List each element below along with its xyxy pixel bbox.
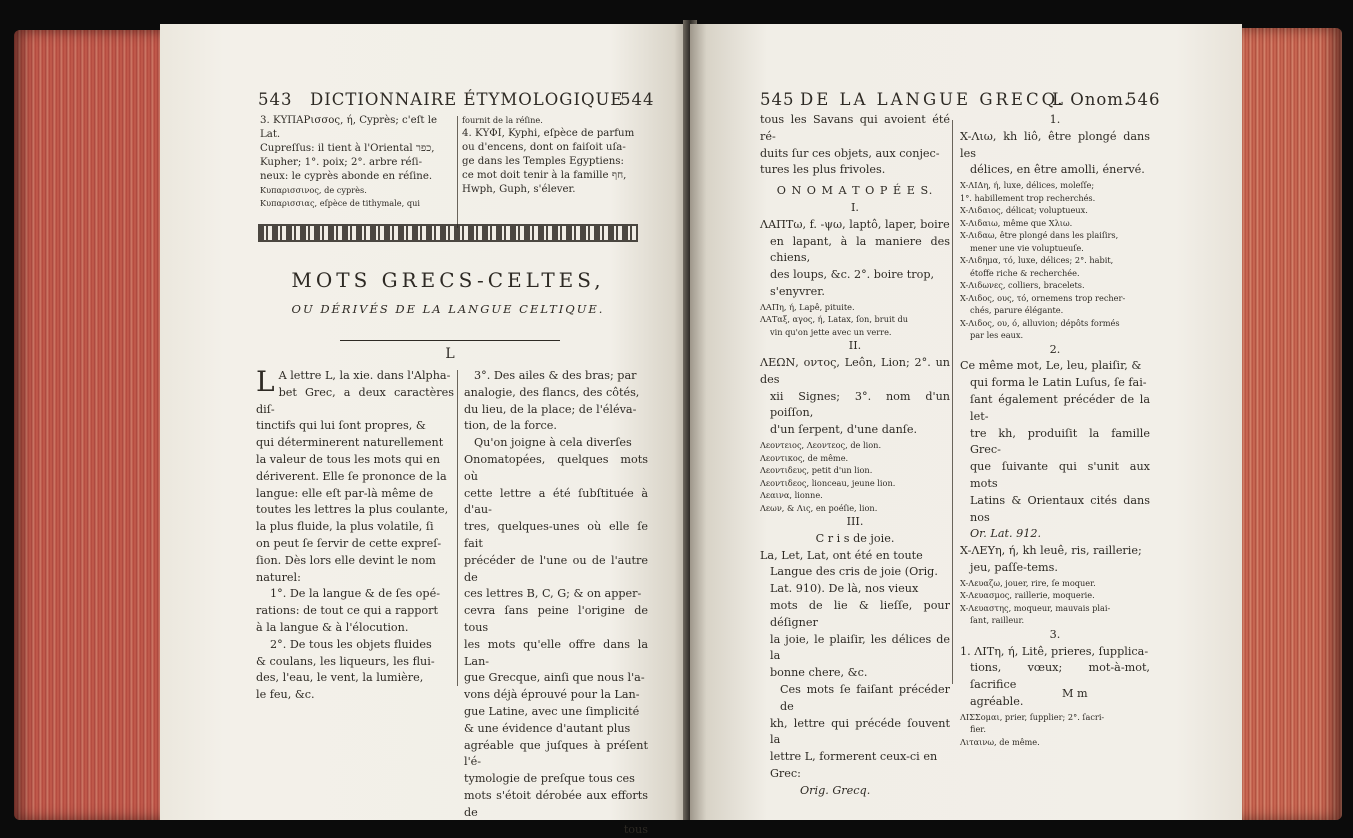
text-line: tous les Savans qui avoient été ré- [760, 113, 950, 143]
text-line: X-Λευασμος, raillerie, moquerie. [960, 590, 1095, 601]
text-line: mots de lie & lieſſe, pour déſigner [770, 599, 950, 629]
text-line: le feu, &c. [256, 688, 315, 702]
column-rule [952, 120, 953, 684]
text-line: X-Λιδημα, τό, luxe, délices; 2°. habit, [960, 255, 1114, 266]
text-line: la plus fluide, la plus volatile, ſi [256, 520, 434, 534]
text-line: Λεων, & Λις, en poéſie, lion. [760, 502, 878, 513]
text-line: X-Λευαστης, moqueur, mauvais plai- [960, 602, 1111, 613]
text-line: X-Λιδος, ους, τό, ornemens trop recher- [960, 292, 1126, 303]
text-line: naturel: [256, 570, 301, 584]
text-line: que ſuivante qui s'unit aux mots [970, 460, 1150, 491]
text-line: tion, de la force. [464, 419, 557, 433]
text-line: Λεαινα, lionne. [760, 490, 823, 501]
text-line: ΛΙΣΣομαι, prier, ſupplier; 2°. ſacri- [960, 711, 1105, 722]
section-title: MOTS GRECS-CELTES, [291, 268, 605, 292]
text-line: fournit de la réſine. [462, 115, 543, 125]
body-column-2 [464, 368, 648, 838]
text-line: des, l'eau, le vent, la lumière, [256, 671, 424, 685]
text-line: analogie, des flancs, des côtés, [464, 385, 640, 399]
text-line: X-Λιδωνες, colliers, bracelets. [960, 280, 1085, 291]
text-line: Λεοντειος, Λεοντεος, de lion. [760, 440, 882, 451]
running-head: DICTIONNAIRE ÉTYMOLOGIQUE [310, 90, 624, 109]
text-line: en lapant, à la maniere des chiens, [770, 234, 950, 265]
text-line: X-ΛΙΔη, ή, luxe, délices, moleſſe; [960, 180, 1095, 191]
text-line: Or. Lat. 912. [970, 527, 1042, 541]
text-line: ΛΕΩΝ, οντος, Leôn, Lion; 2°. un des [760, 356, 950, 386]
section-number: 1. [1049, 113, 1061, 126]
text-line: ge dans les Temples Egyptiens: [462, 155, 624, 167]
text-line: gue Grecque, ainſi que nous l'a- [464, 671, 645, 685]
running-head: DE LA LANGUE GRECQ. [800, 90, 1066, 109]
book-edge-left [14, 30, 166, 820]
text-line: s'enyvrer. [770, 284, 825, 298]
text-line: qui déterminerent naturellement [256, 436, 444, 450]
text-line: 1°. De la langue & de ſes opé- [270, 587, 440, 601]
text-line: vons déjà éprouvé pour la Lan- [464, 688, 640, 702]
section-subtitle: OU DÉRIVÉS DE LA LANGUE CELTIQUE. [291, 302, 605, 316]
body-column-1 [760, 112, 950, 800]
text-line: rations: de tout ce qui a rapport [256, 604, 439, 618]
text-line: xii Signes; 3°. nom d'un poiſſon, [770, 389, 950, 420]
body-column-2 [960, 112, 1150, 748]
ornamental-band [258, 224, 638, 242]
text-line: Kupher; 1°. poix; 2°. arbre réſi- [260, 157, 423, 168]
text-line: cette lettre a été ſubſtituée à d'au- [464, 486, 648, 517]
text-line: délices, en être amolli, énervé. [970, 163, 1145, 177]
text-line: & coulans, les liqueurs, les flui- [256, 654, 435, 668]
text-line: Λιταινω, de même. [960, 736, 1040, 747]
text-line: kh, lettre qui précéde ſouvent la [770, 716, 950, 747]
text-line: Latins & Orientaux cités dans nos [970, 493, 1150, 524]
text-line: cevra ſans peine l'origine de tous [464, 604, 648, 634]
text-line: la valeur de tous les mots qui en [256, 452, 441, 466]
text-line: les mots qu'elle offre dans la Lan- [464, 637, 648, 668]
text-line: Lat. 910). De là, nos vieux [770, 582, 919, 596]
top-column-a [260, 114, 450, 209]
text-line: & une évidence d'autant plus [464, 721, 631, 735]
text-line: langue: elle eſt par-là même de [256, 486, 434, 500]
text-line: duits ſur ces objets, aux conjec- [760, 146, 940, 160]
text-line: Cupreſſus: il tient à l'Oriental כפר, [260, 143, 435, 154]
text-line: gue Latine, avec une ſimplicité [464, 704, 640, 718]
text-line: 3°. Des ailes & des bras; par [474, 369, 637, 382]
text-line: La, Let, Lat, ont été en toute [760, 548, 923, 562]
running-head-tail: L Onom. [1052, 90, 1131, 109]
text-line: ΛΑΠη, ή, Lapê, pituite. [760, 301, 855, 312]
text-line: ΛΑΤαξ, αγος, ή, Latax, ſon, bruit du [760, 314, 908, 325]
text-line: mener une vie voluptueuſe. [970, 242, 1084, 253]
text-line: Grec: [770, 767, 801, 780]
page-number: 546 [1126, 90, 1161, 109]
text-line: précéder de l'une ou de l'autre de [464, 553, 648, 584]
text-line: X-Λιδος, ου, ό, alluvion; dépôts formés [960, 317, 1120, 328]
divider-rule [340, 340, 560, 341]
text-line: vin qu'on jette avec un verre. [770, 326, 892, 337]
text-line: Ces mots ſe faiſant précéder de [780, 683, 950, 713]
section-number: II. [848, 339, 862, 353]
page-number: 543 [258, 90, 293, 109]
text-line: tions, vœux; mot-à-mot, ſacrifice [970, 661, 1150, 692]
text-line: agréable. [970, 695, 1024, 709]
book-edge-right [1238, 28, 1342, 820]
text-line: par les eaux. [970, 330, 1024, 341]
text-line: agréable que juſques à préſent l'é- [464, 738, 648, 769]
subsection-heading: C r i s de joie. [815, 531, 895, 545]
text-line: ce mot doit tenir à la famille חף, [462, 169, 627, 181]
column-rule [457, 370, 458, 686]
text-line: 1°. habillement trop recherchés. [960, 192, 1096, 203]
section-number: I. [851, 200, 859, 214]
text-line: tures les plus frivoles. [760, 163, 886, 177]
subsection-heading: O N O M A T O P É E S. [776, 184, 934, 198]
text-line: Ce même mot, Le, leu, plaiſir, & [960, 359, 1142, 373]
section-number: III. [846, 515, 864, 529]
text-line: ces lettres B, C, G; & on apper- [464, 587, 642, 601]
text-line: neux: le cyprès abonde en réſine. [260, 171, 433, 182]
text-line: A lettre L, la xie. dans l'Alpha- [278, 369, 451, 382]
left-page [160, 24, 690, 836]
text-line: ſion. Dès lors elle devint le nom [256, 553, 436, 567]
section-number: 3. [1049, 627, 1061, 641]
text-line: Hwph, Guph, s'élever. [462, 183, 576, 195]
text-line: Onomatopées, quelques mots où [464, 452, 648, 483]
signature-mark: M m [1062, 687, 1088, 700]
text-line: d'un ſerpent, d'une danſe. [770, 423, 918, 437]
text-line: Λεοντιδεος, lionceau, jeune lion. [760, 477, 896, 488]
text-line: ΛΑΠΤω, f. -ψω, laptô, laper, boire [760, 217, 950, 231]
catchword: Orig. Grecq. [800, 783, 871, 797]
text-line: X-Λιδαιος, délicat; voluptueux. [960, 205, 1088, 216]
right-page [690, 24, 1242, 820]
text-line: 1. ΛΙΤη, ή, Litê, prieres, ſupplica- [960, 644, 1149, 658]
page-number: 544 [620, 90, 655, 109]
text-line: mots s'étoit dérobée aux efforts de [464, 788, 648, 819]
text-line: tymologie de preſque tous ces [464, 772, 635, 786]
text-line: la joie, le plaiſir, les délices de la [770, 632, 950, 663]
text-line: Λεοντικος, de même. [760, 452, 849, 463]
drop-cap: L [256, 365, 275, 398]
section-number: 2. [1049, 342, 1061, 356]
text-line: X-ΛΕΥη, ή, kh leuê, ris, raillerie; [960, 544, 1142, 558]
text-line: on peut ſe ſervir de cette expreſ- [256, 536, 442, 550]
top-column-b [462, 114, 648, 197]
text-line: 2°. De tous les objets fluides [270, 637, 432, 651]
text-line: dériverent. Elle ſe prononce de la [256, 469, 447, 483]
text-line: tinctifs qui lui ſont propres, & [256, 419, 426, 433]
text-line: X-Λευαζω, jouer, rire, ſe moquer. [960, 577, 1096, 588]
text-line: Κυπαρισσιας, eſpèce de tithymale, qui [260, 197, 420, 208]
text-line: chés, parure élégante. [970, 305, 1064, 316]
text-line: fier. [970, 724, 986, 735]
text-line: à la langue & à l'élocution. [256, 620, 409, 634]
text-line: tre kh, produiſit la famille Grec- [970, 426, 1150, 457]
column-rule [457, 116, 458, 228]
text-line: X-Λιδαω, être plongé dans les plaiſirs, [960, 230, 1119, 241]
text-line: Qu'on joigne à cela diverſes [474, 436, 632, 450]
text-line: 4. ΚΥΦΙ, Kyphi, eſpèce de parfum [462, 127, 635, 139]
text-line: toutes les lettres la plus coulante, [256, 503, 449, 517]
text-line: des loups, &c. 2°. boire trop, [770, 268, 935, 282]
text-line: bonne chere, &c. [770, 666, 868, 680]
text-line: étoffe riche & recherchée. [970, 267, 1080, 278]
text-line: Langue des cris de joie (Orig. [770, 565, 938, 579]
letter-heading: L [445, 346, 455, 362]
text-line: X-Λιω, kh liô, être plongé dans les [960, 129, 1150, 160]
text-line: qui forma le Latin Luſus, ſe fai- [970, 376, 1147, 390]
text-line: jeu, paſſe-tems. [970, 561, 1058, 575]
text-line: Λεοντιδευς, petit d'un lion. [760, 465, 873, 476]
text-line: lettre L, formerent ceux-ci en [770, 750, 938, 764]
body-column-1 [256, 365, 454, 704]
page-number: 545 [760, 90, 795, 109]
text-line: ſant, railleur. [970, 615, 1025, 626]
text-line: bet Grec, a deux caractères diſ- [256, 385, 454, 416]
text-line: 3. ΚΥΠΑΡισσος, ή, Cyprès; c'eſt le Lat. [260, 115, 437, 140]
text-line: Κυπαρισσινος, de cyprès. [260, 185, 367, 195]
text-line: du lieu, de la place; de l'éléva- [464, 402, 637, 416]
text-line: ou d'encens, dont on faiſoit uſa- [462, 141, 626, 153]
text-line: ſant également précéder de la let- [970, 393, 1150, 423]
text-line: X-Λιδαιω, même que Χλιω. [960, 217, 1073, 228]
catchword: tous [623, 822, 648, 836]
text-line: tres, quelques-unes où elle ſe fait [464, 520, 648, 550]
